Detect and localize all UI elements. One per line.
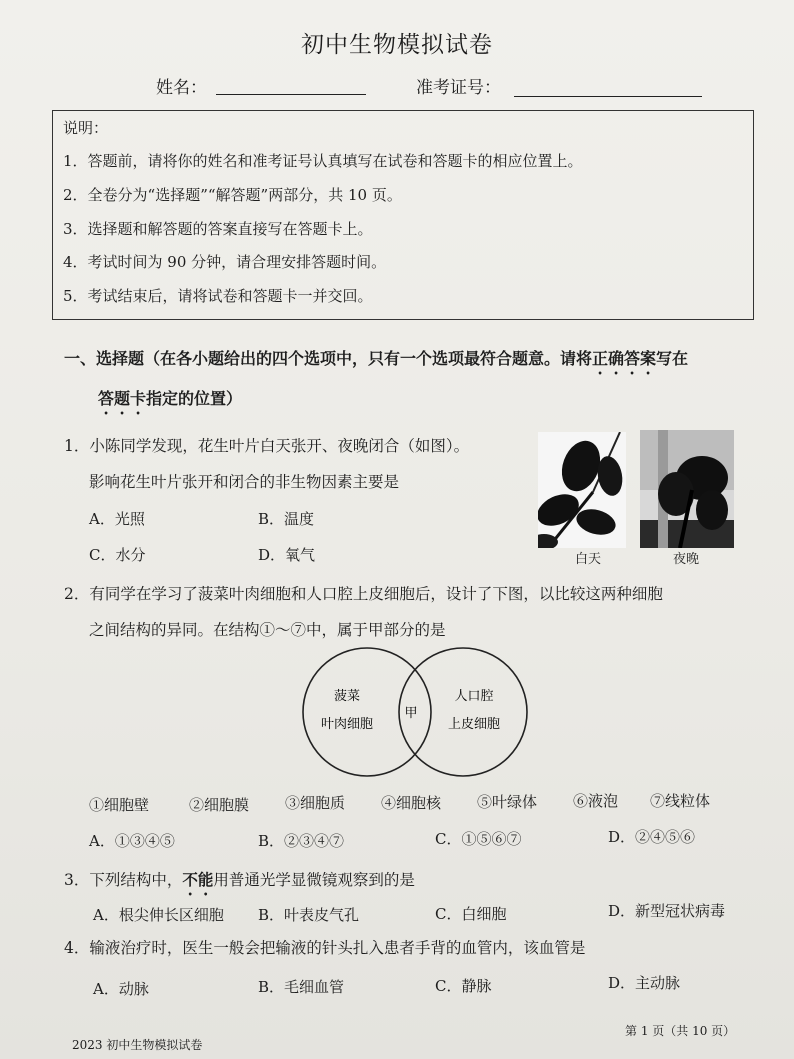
emphasis-text: 答题卡 bbox=[98, 389, 147, 408]
question-3-stem: 3．下列结构中，不能用普通光学显微镜观察到的是 bbox=[64, 870, 415, 889]
structure-7: ⑦线粒体 bbox=[650, 792, 711, 810]
venn-left-label-2: 叶肉细胞 bbox=[320, 717, 374, 732]
ticket-label: 准考证号： bbox=[416, 78, 501, 98]
question-1-stem-cont: 影响花生叶片张开和闭合的非生物因素主要是 bbox=[89, 473, 400, 491]
exam-title: 初中生物模拟试卷 bbox=[301, 32, 493, 58]
structure-2: ②细胞膜 bbox=[189, 796, 250, 814]
q4-option-c: C．静脉 bbox=[435, 977, 492, 995]
structure-5: ⑤叶绿体 bbox=[477, 793, 538, 811]
q1-option-c: C．水分 bbox=[89, 546, 146, 564]
q3-option-c: C．白细胞 bbox=[435, 905, 507, 923]
instruction-item: 4．考试时间为 90 分钟，请合理安排答题时间。 bbox=[63, 253, 387, 271]
structure-3: ③细胞质 bbox=[285, 794, 346, 812]
structure-1: ①细胞壁 bbox=[89, 796, 150, 814]
question-2-stem: 2．有同学在学习了菠菜叶肉细胞和人口腔上皮细胞后，设计了下图，以比较这两种细胞 bbox=[64, 585, 663, 603]
day-leaf-photo bbox=[538, 432, 626, 548]
emphasis-text: 不能 bbox=[182, 870, 214, 889]
section-heading: 一、选择题（在各小题给出的四个选项中，只有一个选项最符合题意。请将正确答案写在 bbox=[64, 349, 689, 368]
venn-diagram bbox=[290, 644, 540, 780]
instruction-item: 3．选择题和解答题的答案直接写在答题卡上。 bbox=[63, 220, 373, 238]
venn-overlap-label: 甲 bbox=[404, 706, 418, 721]
ticket-field-line bbox=[514, 96, 702, 97]
q3-option-a: A．根尖伸长区细胞 bbox=[93, 906, 224, 924]
question-4-stem: 4．输液治疗时，医生一般会把输液的针头扎入患者手背的血管内，该血管是 bbox=[64, 939, 586, 957]
q2-option-d: D．②④⑤⑥ bbox=[608, 828, 696, 846]
emphasis-text: 正确答案 bbox=[592, 349, 657, 368]
q4-option-b: B．毛细血管 bbox=[258, 978, 345, 996]
question-1-stem: 1．小陈同学发现，花生叶片白天张开、夜晚闭合（如图）。 bbox=[64, 437, 470, 455]
venn-left-label-1: 菠菜 bbox=[333, 689, 361, 704]
instruction-item: 5．考试结束后，请将试卷和答题卡一并交回。 bbox=[63, 287, 373, 305]
q2-option-b: B．②③④⑦ bbox=[258, 832, 345, 850]
venn-right-label-1: 人口腔 bbox=[454, 689, 494, 704]
venn-right-circle bbox=[399, 648, 527, 776]
q4-option-a: A．动脉 bbox=[93, 980, 149, 998]
q1-option-b: B．温度 bbox=[258, 510, 315, 528]
q1-option-d: D．氧气 bbox=[258, 546, 316, 564]
leaf-closed-image bbox=[640, 430, 734, 548]
q2-option-a: A．①③④⑤ bbox=[89, 832, 175, 850]
q4-option-d: D．主动脉 bbox=[608, 974, 681, 992]
q2-option-c: C．①⑤⑥⑦ bbox=[435, 830, 522, 848]
instruction-item: 1．答题前，请将你的姓名和准考证号认真填写在试卷和答题卡的相应位置上。 bbox=[63, 152, 583, 170]
structure-6: ⑥液泡 bbox=[573, 792, 619, 810]
q3-option-b: B．叶表皮气孔 bbox=[258, 906, 360, 924]
question-2-stem-cont: 之间结构的异同。在结构①～⑦中，属于甲部分的是 bbox=[89, 621, 446, 639]
leaf-open-image bbox=[538, 432, 626, 548]
caption-night: 夜晚 bbox=[673, 552, 700, 567]
q1-option-a: A．光照 bbox=[89, 510, 145, 528]
q3-option-d: D．新型冠状病毒 bbox=[608, 902, 726, 920]
section-heading-cont: 答题卡指定的位置） bbox=[98, 389, 243, 408]
name-field-line bbox=[216, 94, 366, 95]
instructions-box bbox=[52, 110, 754, 320]
caption-day: 白天 bbox=[575, 552, 602, 567]
night-leaf-photo bbox=[640, 430, 734, 548]
venn-right-label-2: 上皮细胞 bbox=[447, 717, 501, 732]
structure-4: ④细胞核 bbox=[381, 794, 442, 812]
instructions-heading: 说明： bbox=[63, 119, 109, 137]
page-number: 第 1 页（共 10 页） bbox=[625, 1024, 736, 1038]
name-label: 姓名： bbox=[156, 78, 207, 98]
footer-left: 2023 初中生物模拟试卷 bbox=[72, 1038, 203, 1052]
instruction-item: 2．全卷分为“选择题”“解答题”两部分，共 10 页。 bbox=[63, 186, 402, 204]
